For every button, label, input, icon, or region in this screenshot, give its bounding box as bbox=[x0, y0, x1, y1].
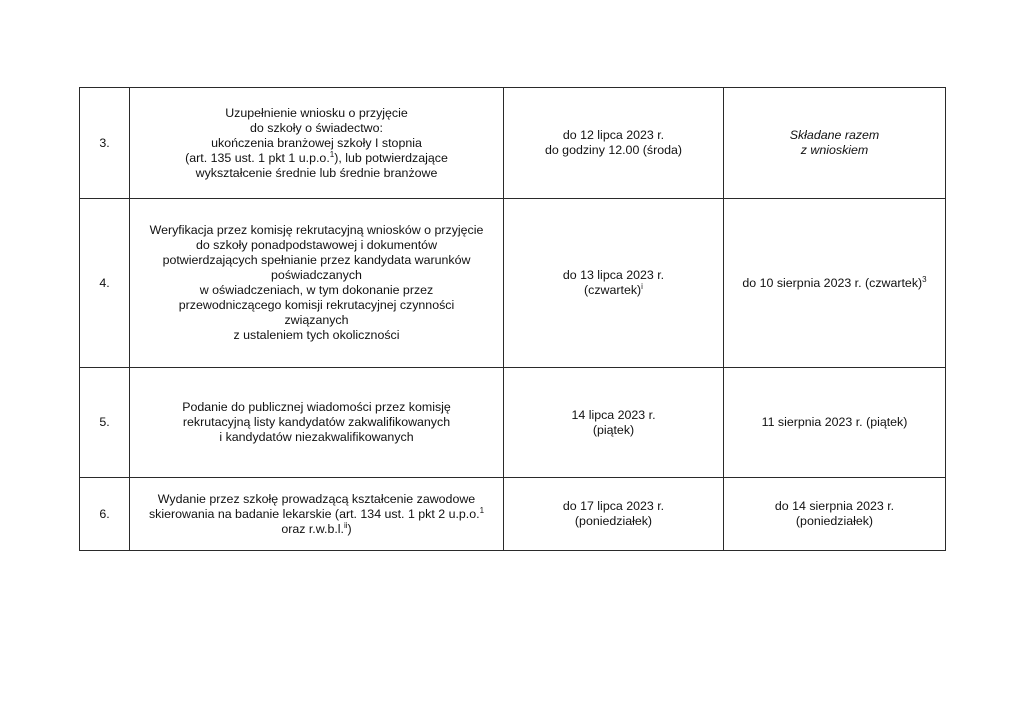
deadline-main bbox=[504, 88, 724, 199]
date-line: do godziny 12.00 (środa) bbox=[544, 143, 683, 157]
table-row bbox=[80, 368, 946, 478]
row-number: 3. bbox=[80, 88, 130, 199]
date-line bbox=[732, 276, 937, 291]
date-line: do 17 lipca 2023 r. bbox=[562, 499, 665, 513]
desc-line: ukończenia branżowej szkoły I stopnia bbox=[211, 135, 422, 150]
deadline-main bbox=[504, 368, 724, 478]
activity-description bbox=[130, 368, 504, 478]
deadline-main bbox=[504, 199, 724, 368]
deadline-main bbox=[504, 478, 724, 551]
desc-line: i kandydatów niezakwalifikowanych bbox=[219, 430, 414, 444]
date-line: do 14 sierpnia 2023 r. bbox=[774, 499, 895, 513]
date-text: (czwartek) bbox=[584, 283, 642, 297]
footnote-marker: ii bbox=[343, 520, 348, 530]
activity-description bbox=[130, 478, 504, 551]
deadline-supplementary bbox=[724, 199, 946, 368]
row-number: 5. bbox=[80, 368, 130, 478]
desc-line: do szkoły o świadectwo: bbox=[250, 120, 383, 135]
date-line: do 12 lipca 2023 r. bbox=[562, 128, 665, 142]
table-row bbox=[80, 478, 946, 551]
schedule-table bbox=[79, 87, 946, 551]
desc-line bbox=[138, 507, 495, 522]
desc-line: do szkoły ponadpodstawowej i dokumentów bbox=[195, 238, 438, 252]
desc-text: skierowania na badanie lekarskie (art. 134 ust. 1 pkt 2 u.p.o. bbox=[148, 506, 480, 521]
footnote-marker: 1 bbox=[479, 505, 485, 515]
footnote-marker: 3 bbox=[922, 274, 927, 284]
desc-line: Podanie do publicznej wiadomości przez komisję bbox=[182, 400, 451, 414]
row-number: 6. bbox=[80, 478, 130, 551]
date-line: 14 lipca 2023 r. bbox=[571, 407, 656, 422]
desc-line: wykształcenie średnie lub średnie branżowe bbox=[195, 165, 438, 180]
desc-text: ), lub potwierdzające bbox=[334, 150, 448, 165]
footnote-marker: i bbox=[641, 281, 643, 291]
row-number: 4. bbox=[80, 199, 130, 368]
activity-description bbox=[130, 88, 504, 199]
desc-line: związanych bbox=[284, 313, 349, 327]
desc-line bbox=[138, 151, 495, 166]
desc-line: Weryfikacja przez komisję rekrutacyjną wniosków o przyjęcie bbox=[149, 223, 484, 237]
deadline-supplementary bbox=[724, 368, 946, 478]
date-line: z wnioskiem bbox=[800, 143, 869, 157]
table-row bbox=[80, 88, 946, 199]
date-line: Składane razem bbox=[789, 128, 880, 142]
desc-line: przewodniczącego komisji rekrutacyjnej czynności bbox=[178, 298, 455, 312]
desc-text: oraz r.w.b.l. bbox=[281, 521, 344, 536]
table-row bbox=[80, 199, 946, 368]
desc-text: ) bbox=[347, 521, 352, 536]
date-line: (poniedziałek) bbox=[795, 514, 874, 528]
date-text: do 10 sierpnia 2023 r. (czwartek) bbox=[742, 275, 923, 290]
deadline-supplementary bbox=[724, 478, 946, 551]
footnote-marker: 1 bbox=[329, 149, 335, 159]
date-line bbox=[512, 283, 715, 298]
desc-line: z ustaleniem tych okoliczności bbox=[233, 328, 400, 342]
desc-line: potwierdzających spełnianie przez kandydata warunków bbox=[162, 253, 471, 267]
desc-line: Uzupełnienie wniosku o przyjęcie bbox=[225, 105, 408, 120]
desc-line: w oświadczeniach, w tym dokonanie przez bbox=[199, 283, 434, 297]
desc-line: rekrutacyjną listy kandydatów zakwalifikowanych bbox=[182, 415, 451, 429]
date-line: 11 sierpnia 2023 r. (piątek) bbox=[761, 415, 908, 429]
desc-line: poświadczanych bbox=[271, 268, 362, 282]
date-line: (poniedziałek) bbox=[574, 514, 653, 528]
desc-line: Wydanie przez szkołę prowadzącą kształcenie zawodowe bbox=[157, 491, 476, 506]
desc-text: (art. 135 ust. 1 pkt 1 u.p.o. bbox=[185, 150, 330, 165]
deadline-supplementary bbox=[724, 88, 946, 199]
date-line: do 13 lipca 2023 r. bbox=[562, 268, 665, 282]
date-line: (piątek) bbox=[592, 422, 635, 437]
desc-line bbox=[138, 522, 495, 537]
activity-description bbox=[130, 199, 504, 368]
